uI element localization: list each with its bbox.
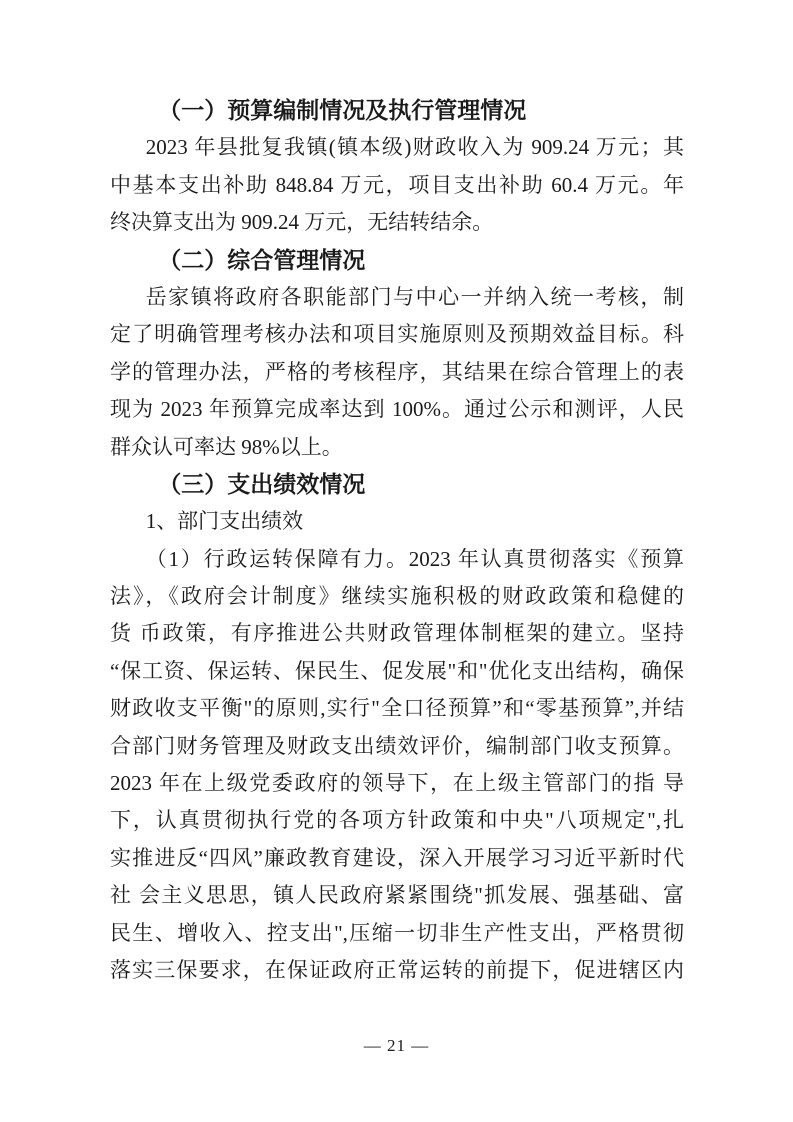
text-line: 合部门财务管理及财政支出绩效评价，编制部门收支预算。 <box>110 733 684 758</box>
section-heading: （三）支出绩效情况 <box>158 471 366 497</box>
text-line: 2023 年在上级党委政府的领导下，在上级主管部门的指 导 <box>110 771 684 796</box>
list-item-heading: 1、部门支出绩效 <box>145 509 304 534</box>
text-line: 学的管理办法，严格的考核程序，其结果在综合管理上的表 <box>110 359 684 384</box>
text-line: 实推进反“四风”廉政教育建设，深入开展学习习近平新时代 <box>110 845 684 870</box>
text-line: 社 会主义思思，镇人民政府紧紧围绕"抓发展、强基础、富 <box>110 883 684 908</box>
text-line: 中基本支出补助 848.84 万元，项目支出补助 60.4 万元。年 <box>110 172 684 197</box>
text-line: 终决算支出为 909.24 万元，无结转结余。 <box>110 210 494 235</box>
text-line: 群众认可率达 98%以上。 <box>110 434 343 459</box>
section-heading: （二）综合管理情况 <box>158 247 366 273</box>
text-line: 定了明确管理考核办法和项目实施原则及预期效益目标。科 <box>110 322 684 347</box>
text-line: 下，认真贯彻执行党的各项方针政策和中央"八项规定",扎 <box>110 808 684 833</box>
text-line: 岳家镇将政府各职能部门与中心一并纳入统一考核，制 <box>145 284 684 309</box>
text-line: 法》，《政府会计制度》继续实施积极的财政政策和稳健的 <box>110 584 684 609</box>
page-number: — 21 — <box>363 1036 430 1055</box>
text-line: （1）行政运转保障有力。2023 年认真贯彻落实《预算 <box>145 546 684 571</box>
text-line: 货 币政策，有序推进公共财政管理体制框架的建立。坚持 <box>110 621 684 646</box>
text-line: 现为 2023 年预算完成率达到 100%。通过公示和测评，人民 <box>110 397 684 422</box>
text-line: 民生、增收入、控支出",压缩一切非生产性支出，严格贯彻 <box>110 920 684 945</box>
text-line: “保工资、保运转、保民生、促发展"和"优化支出结构，确保 <box>110 658 684 683</box>
section-heading: （一）预算编制情况及执行管理情况 <box>158 98 527 123</box>
document-body <box>110 92 684 989</box>
text-line: 落实三保要求，在保证政府正常运转的前提下，促进辖区内 <box>110 957 684 982</box>
text-line: 财政收支平衡"的原则,实行"全口径预算”和“零基预算”,并结 <box>110 696 684 721</box>
text-line: 2023 年县批复我镇(镇本级)财政收入为 909.24 万元；其 <box>145 135 684 160</box>
